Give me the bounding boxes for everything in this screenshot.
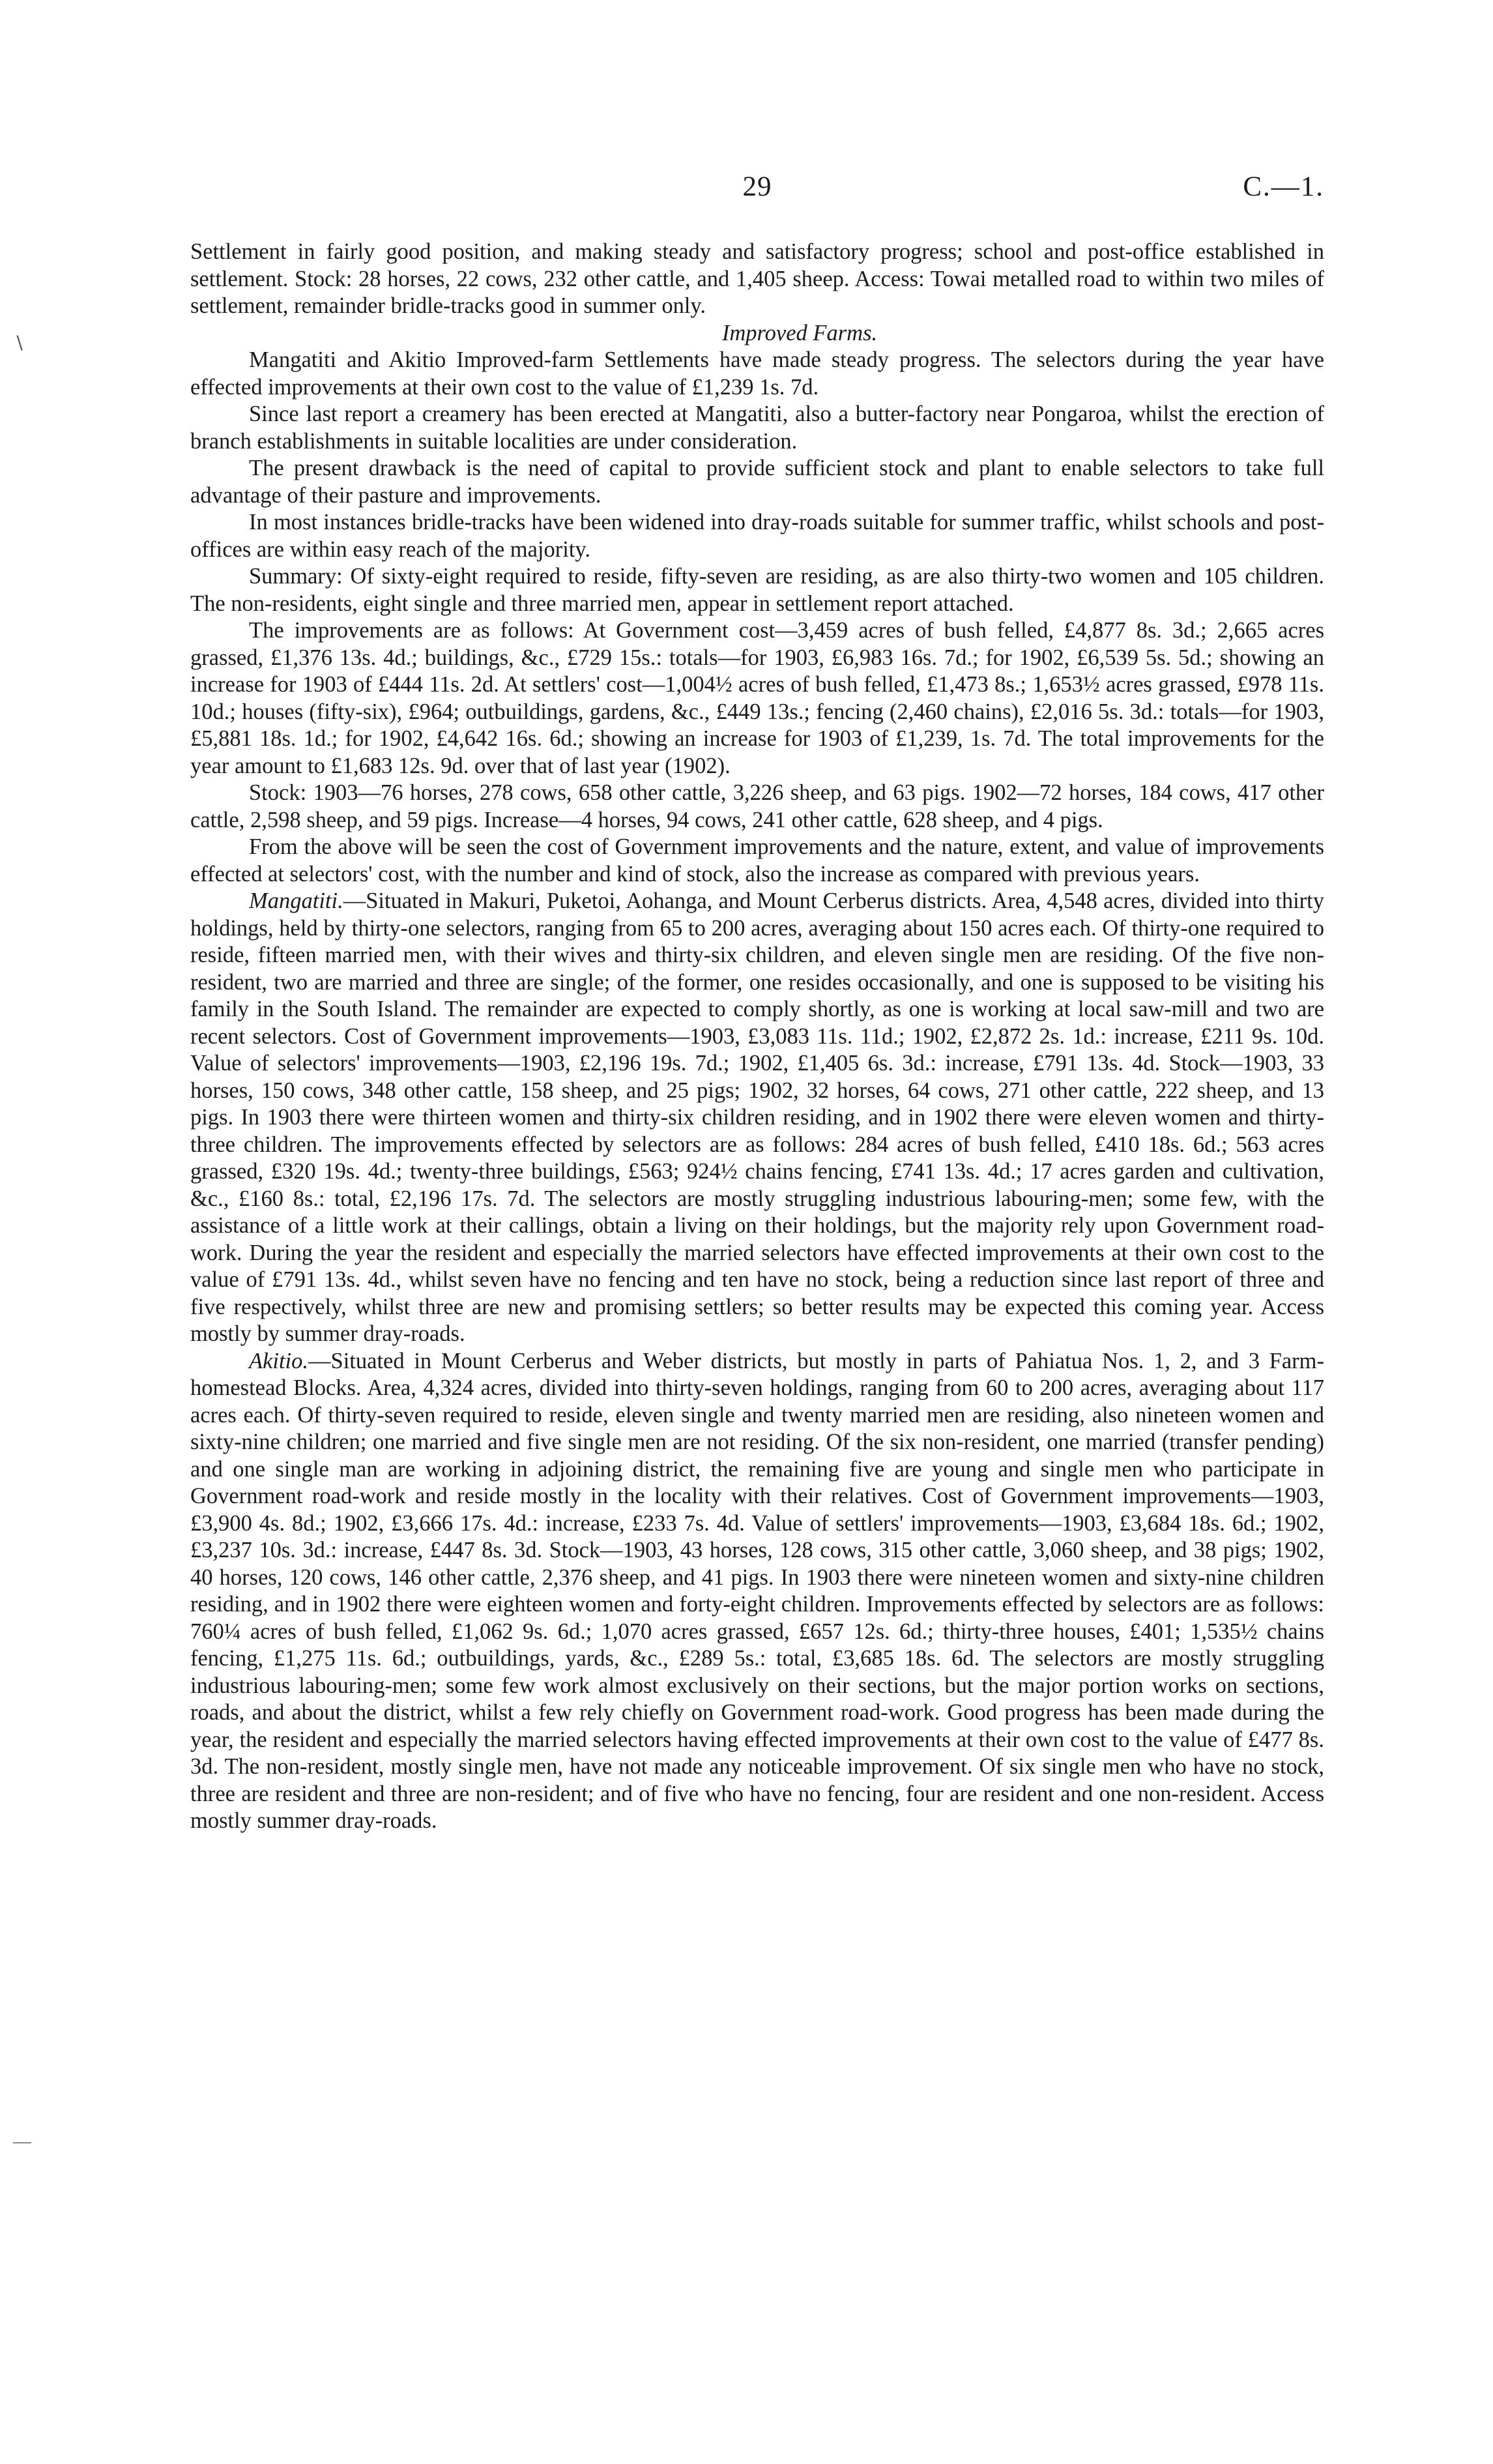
stock-paragraph: Stock: 1903—76 horses, 278 cows, 658 other cattle, 3,226 sheep, and 63 pigs. 1902—72 horses, 184 cows, 417 other cattle, 2,598 sheep, and 59 pigs. Increase—4 horses, 94 cows, 241 other cattle, 628 sheep, and 4 pigs. [190,780,1324,832]
summary-paragraph: Summary: Of sixty-eight required to reside, fifty-seven are residing, as are also thirty-two women and 105 children. The non-residents, eight single and three married men, appear in settlement report attached. [190,564,1324,616]
margin-mark: — [13,2132,31,2152]
document-reference: C.—1. [1243,171,1324,202]
paragraph: Mangatiti and Akitio Improved-farm Settlements have made steady progress. The selectors during the year have effected improvements at their own cost to the value of £1,239 1s. 7d. [190,347,1324,400]
akitio-lead: Akitio. [249,1348,309,1373]
akitio-body: —Situated in Mount Cerberus and Weber districts, but mostly in parts of Pahiatua Nos. 1, 2, and 3 Farm-homestead Blocks. Area, 4,324 acres, divided into thirty-seven holdings, ranging from 60 to 200 acres, averaging about 117 acres each. Of thirty-seven required to reside, eleven single and twenty married men are residing, also nineteen women and sixty-nine children; one married and five single men are not residing. Of the six non-resident, one married (transfer pending) and one single man are working in adjoining district, the remaining five are young and single men who participate in Government road-work and reside mostly in the locality with their relatives. Cost of Government improvements—1903, £3,900 4s. 8d.; 1902, £3,666 17s. 4d.: increase, £233 7s. 4d. Value of settlers' improvements—1903, £3,684 18s. 6d.; 1902, £3,237 10s. 3d.: increase, £447 8s. 3d. Stock—1903, 43 horses, 128 cows, 315 other cattle, 3,060 sheep, and 38 pigs; 1902, 40 horses, 120 cows, 146 other cattle, 2,376 sheep, and 41 pigs. In 1903 there were nineteen women and sixty-nine children residing, and in 1902 there were eighteen women and forty-eight children. Improvements effected by selectors are as follows: 760¼ acres of bush felled, £1,062 9s. 6d.; 1,070 acres grassed, £657 12s. 6d.; thirty-three houses, £401; 1,535½ chains fencing, £1,275 11s. 6d.; outbuildings, yards, &c., £289 5s.: total, £3,685 18s. 6d. The selectors are mostly struggling industrious labouring-men; some few work almost exclusively on their sections, but the major portion works on sections, roads, and about the district, whilst a few rely chiefly on Government road-work. Good progress has been made during the year, the resident and especially the married selectors having effected improvements at their own cost to the value of £477 8s. 3d. The non-resident, mostly single men, have not made any noticeable improvement. Of six single men who have no stock, three are resident and three are non-resident; and of five who have no fencing, four are resident and one non-resident. Access mostly summer dray-roads. [190,1348,1324,1833]
page-header [190,171,1324,216]
section-heading: Improved Farms. [721,320,878,345]
paragraph: From the above will be seen the cost of Government improvements and the nature, extent, and value of improvements effected at selectors' cost, with the number and kind of stock, also the increase as compared with previous years. [190,834,1324,887]
mangatiti-lead: Mangatiti. [249,888,343,913]
akitio-paragraph [190,1348,1324,1835]
body-text [190,239,1324,1835]
page-number: 29 [742,171,772,202]
intro-paragraph: Settlement in fairly good position, and making steady and satisfactory progress; school and post-office established in settlement. Stock: 28 horses, 22 cows, 232 other cattle, and 1,405 sheep. Access: Towai metalled road to within two miles of settlement, remainder bridle-tracks good in summer only. [190,239,1324,318]
mangatiti-paragraph [190,888,1324,1348]
paragraph: The present drawback is the need of capital to provide sufficient stock and plant to enable selectors to take full advantage of their pasture and improvements. [190,456,1324,508]
paragraph: In most instances bridle-tracks have been widened into dray-roads suitable for summer traffic, whilst schools and post-offices are within easy reach of the majority. [190,510,1324,562]
mangatiti-body: —Situated in Makuri, Puketoi, Aohanga, and Mount Cerberus districts. Area, 4,548 acres, divided into thirty holdings, held by thirty-one selectors, ranging from 65 to 200 acres, averaging about 150 acres each. Of thirty-one required to reside, fifteen married men, with their wives and thirty-six children, and eleven single men are residing. Of the five non-resident, two are married and three are single; of the former, one resides occasionally, and one is supposed to be visiting his family in the South Island. The remainder are expected to comply shortly, as one is working at local saw-mill and two are recent selectors. Cost of Government improvements—1903, £3,083 11s. 11d.; 1902, £2,872 2s. 1d.: increase, £211 9s. 10d. Value of selectors' improvements—1903, £2,196 19s. 7d.; 1902, £1,405 6s. 3d.: increase, £791 13s. 4d. Stock—1903, 33 horses, 150 cows, 348 other cattle, 158 sheep, and 25 pigs; 1902, 32 horses, 64 cows, 271 other cattle, 222 sheep, and 13 pigs. In 1903 there were thirteen women and thirty-six children residing, and in 1902 there were eleven women and thirty-three children. The improvements effected by selectors are as follows: 284 acres of bush felled, £410 18s. 6d.; 563 acres grassed, £320 19s. 4d.; twenty-three buildings, £563; 924½ chains fencing, £741 13s. 4d.; 17 acres garden and cultivation, &c., £160 8s.: total, £2,196 17s. 7d. The selectors are mostly struggling industrious labouring-men; some few, with the assistance of a little work at their callings, obtain a living on their holdings, but the majority rely upon Government road-work. During the year the resident and especially the married selectors have effected improvements at their own cost to the value of £791 13s. 4d., whilst seven have no fencing and ten have no stock, being a reduction since last report of three and five respectively, whilst three are new and promising settlers; so better results may be expected this coming year. Access mostly by summer dray-roads. [190,888,1324,1346]
margin-mark: ∖ [13,334,25,354]
paragraph: Since last report a creamery has been erected at Mangatiti, also a butter-factory near Pongaroa, whilst the erection of branch establishments in suitable localities are under consideration. [190,402,1324,454]
improvements-paragraph: The improvements are as follows: At Government cost—3,459 acres of bush felled, £4,877 8s. 3d.; 2,665 acres grassed, £1,376 13s. 4d.; buildings, &c., £729 15s.: totals—for 1903, £6,983 16s. 7d.; for 1902, £6,539 5s. 5d.; showing an increase for 1903 of £444 11s. 2d. At settlers' cost—1,004½ acres of bush felled, £1,473 8s.; 1,653½ acres grassed, £978 11s. 10d.; houses (fifty-six), £964; outbuildings, gardens, &c., £449 13s.; fencing (2,460 chains), £2,016 5s. 3d.: totals—for 1903, £5,881 18s. 1d.; for 1902, £4,642 16s. 6d.; showing an increase for 1903 of £1,239, 1s. 7d. The total improvements for the year amount to £1,683 12s. 9d. over that of last year (1902). [190,618,1324,778]
